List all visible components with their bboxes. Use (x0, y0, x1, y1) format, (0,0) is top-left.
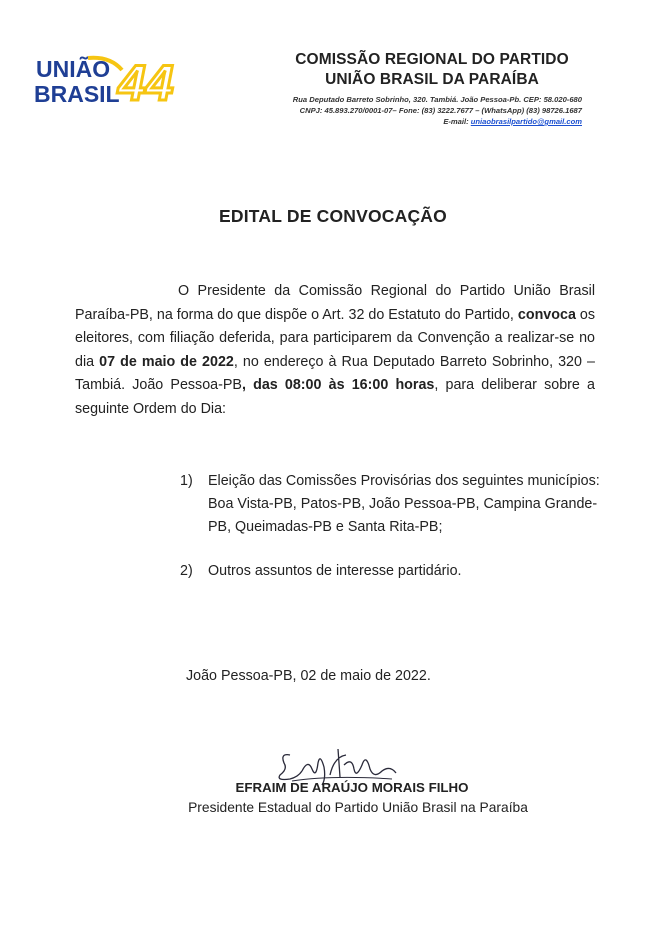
list-item-number: 1) (180, 473, 193, 489)
org-email-line (242, 116, 582, 127)
email-label: E-mail: (443, 117, 469, 126)
org-contacts: CNPJ: 45.893.270/0001-07– Fone: (83) 3222.7677 – (WhatsApp) (83) 98726.1687 (299, 106, 582, 115)
logo-line1: UNIÃO (36, 56, 111, 82)
body-bold-hours: , das 08:00 às 16:00 horas (241, 377, 435, 393)
list-item-text: Eleição das Comissões Provisórias dos seguintes municípios: Boa Vista-PB, Patos-PB, João Pessoa-PB, Campina Grande-PB, Queimadas-PB e Santa Rita-PB; (208, 473, 600, 535)
place-and-date: João Pessoa-PB, 02 de maio de 2022. (186, 668, 431, 684)
list-item-number: 2) (180, 563, 193, 579)
org-address: Rua Deputado Barreto Sobrinho, 320. Tambiá. João Pessoa-Pb. CEP: 58.020-680 (292, 95, 582, 104)
org-name-line1: COMISSÃO REGIONAL DO PARTIDO (295, 51, 569, 68)
body-text-2: os eleitores, com filiação deferida, para participarem da Convenção a realizar-se no dia (75, 306, 596, 370)
signer-name: EFRAIM DE ARAÚJO MORAIS FILHO (235, 780, 469, 795)
party-logo (30, 50, 190, 112)
letterhead (232, 50, 632, 127)
list-item (180, 470, 620, 539)
party-logo-graphic (30, 50, 190, 112)
list-item (180, 563, 462, 579)
body-text-3: , no endereço à Rua Deputado Barreto Sobrinho, 320 – Tambiá. João Pessoa-PB (75, 353, 595, 393)
agenda-list (180, 470, 620, 539)
org-name-line2: UNIÃO BRASIL DA PARAÍBA (325, 71, 539, 88)
list-item-text: Outros assuntos de interesse partidário. (208, 563, 462, 579)
body-bold-convoca: convoca (517, 306, 576, 323)
logo-number: 44 (118, 55, 174, 111)
body-bold-date: 07 de maio de 2022 (99, 353, 234, 370)
body-paragraph (75, 280, 595, 421)
body-text-4: , para deliberar sobre a seguinte Ordem do Dia: (75, 377, 595, 417)
document-title: EDITAL DE CONVOCAÇÃO (219, 206, 447, 226)
signer-role: Presidente Estadual do Partido União Brasil na Paraíba (188, 800, 528, 815)
email-link[interactable]: uniaobrasilpartido@gmail.com (470, 117, 582, 126)
body-text-1: O Presidente da Comissão Regional do Partido União Brasil Paraíba-PB, na forma do que dispõe o Art. 32 do Estatuto do Partido, (75, 283, 595, 323)
logo-line2: BRASIL (34, 81, 120, 107)
